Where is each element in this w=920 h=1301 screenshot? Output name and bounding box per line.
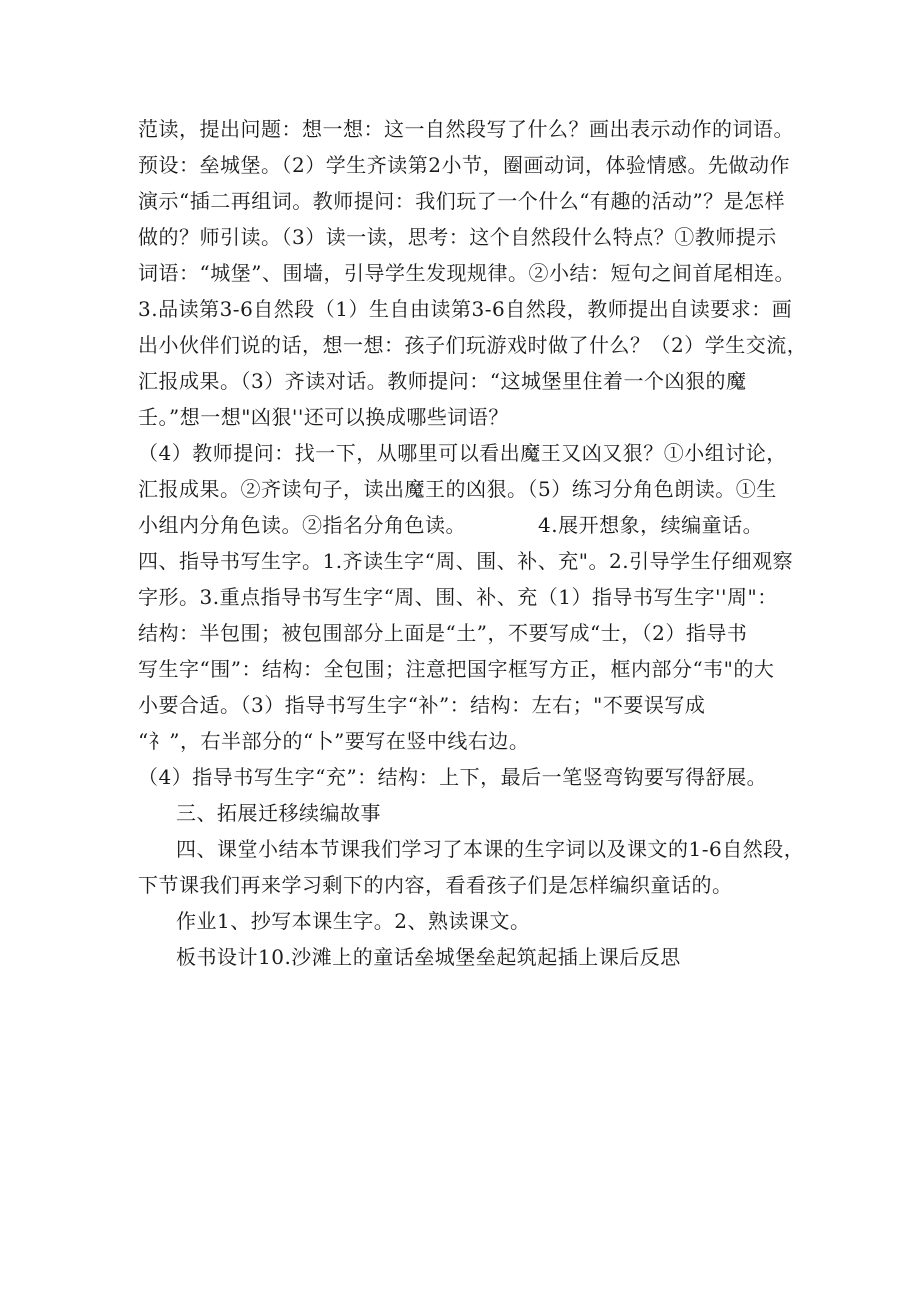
text-line: 四、课堂小结本节课我们学习了本课的生字词以及课文的1-6自然段， [176, 837, 805, 861]
text-line: 写生字“围”：结构：全包围；注意把国字框写方正，框内部分“韦"的大 [138, 657, 775, 681]
text-line: （4）教师提问：找一下，从哪里可以看出魔王又凶又狠？①小组讨论， [138, 441, 787, 465]
board-design-line: 板书设计10.沙滩上的童话垒城堡垒起筑起插上课后反思 [176, 945, 681, 969]
text-line: 预设：垒城堡。（2）学生齐读第2小节，圈画动词，体验情感。先做动作 [138, 153, 790, 177]
text-line: 3.品读第3-6自然段（1）生自由读第3-6自然段，教师提出自读要求：画 [138, 297, 793, 321]
text-line: 结构：半包围；被包围部分上面是“土”，不要写成“士，（2）指导书 [138, 621, 748, 645]
text-line: 下节课我们再来学习剩下的内容，看看孩子们是怎样编织童话的。 [138, 873, 733, 897]
section-heading: 三、拓展迁移续编故事 [176, 801, 381, 825]
text-line: （4）指导书写生字“充”：结构：上下，最后一笔竖弯钩要写得舒展。 [138, 765, 768, 789]
text-line: “礻”，右半部分的“卜”要写在竖中线右边。 [138, 729, 530, 753]
text-line: 小组内分角色读。②指名分角色读。 4.展开想象，续编童话。 [138, 513, 764, 537]
text-line: 汇报成果。（3）齐读对话。教师提问：“这城堡里住着一个凶狠的魔 [138, 369, 747, 393]
text-line: 演示“插二再组词。教师提问：我们玩了一个什么“有趣的活动”？是怎样 [138, 189, 786, 213]
homework-line: 作业1、抄写本课生字。2、熟读课文。 [176, 909, 531, 933]
text-line: 四、指导书写生字。1.齐读生字“周、围、补、充"。2.引导学生仔细观察 [138, 549, 794, 573]
text-line: 壬。”想一想"凶狠''还可以换成哪些词语？ [138, 405, 509, 429]
text-line: 汇报成果。②齐读句子，读出魔王的凶狠。（5）练习分角色朗读。①生 [138, 477, 777, 501]
text-line: 出小伙伴们说的话，想一想：孩子们玩游戏时做了什么？（2）学生交流， [138, 333, 808, 357]
text-line: 字形。3.重点指导书写生字“周、围、补、充（1）指导书写生字''周"： [138, 585, 778, 609]
text-line: 范读，提出问题：想一想：这一自然段写了什么？画出表示动作的词语。 [138, 117, 794, 141]
text-line: 词语：“城堡”、围墙，引导学生发现规律。②小结：短句之间首尾相连。 [138, 261, 795, 285]
text-line: 小要合适。（3）指导书写生字“补”：结构：左右；"不要误写成 [138, 693, 706, 717]
text-line: 做的？师引读。（3）读一读，思考：这个自然段什么特点？①教师提示 [138, 225, 777, 249]
